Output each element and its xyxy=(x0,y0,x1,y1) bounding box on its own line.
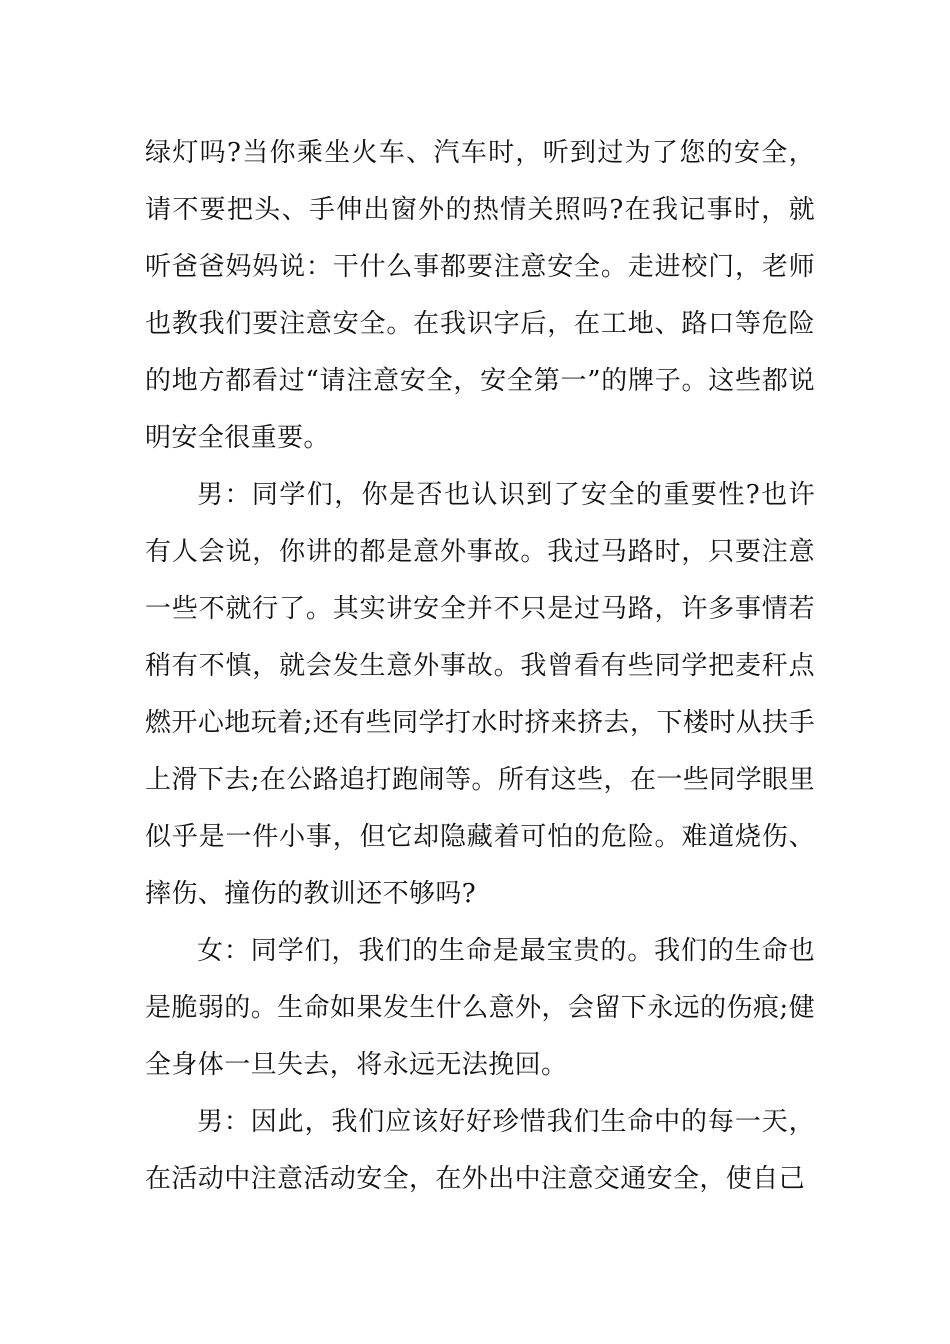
paragraph-male-speaker-2: 男：因此，我们应该好好珍惜我们生命中的每一天，在活动中注意活动安全，在外出中注意交通安全，使自己 xyxy=(145,1107,815,1194)
document-page xyxy=(145,125,815,1208)
paragraph-female-speaker: 女：同学们，我们的生命是最宝贵的。我们的生命也是脆弱的。生命如果发生什么意外，会留下永远的伤痕;健全身体一旦失去，将永远无法挽回。 xyxy=(145,936,815,1080)
paragraph-continuation: 绿灯吗?当你乘坐火车、汽车时，听到过为了您的安全，请不要把头、手伸出窗外的热情关照吗?在我记事时，就听爸爸妈妈说：干什么事都要注意安全。走进校门，老师也教我们要注意安全。在我识字后，在工地、路口等危险的地方都看过“请注意安全，安全第一”的牌子。这些都说明安全很重要。 xyxy=(145,138,815,453)
paragraph-male-speaker-1: 男：同学们，你是否也认识到了安全的重要性?也许有人会说，你讲的都是意外事故。我过马路时，只要注意一些不就行了。其实讲安全并不只是过马路，许多事情若稍有不慎，就会发生意外事故。我曾看有些同学把麦秆点燃开心地玩着;还有些同学打水时挤来挤去，下楼时从扶手上滑下去;在公路追打跑闹等。所有这些，在一些同学眼里似乎是一件小事，但它却隐藏着可怕的危险。难道烧伤、摔伤、撞伤的教训还不够吗? xyxy=(145,480,815,909)
